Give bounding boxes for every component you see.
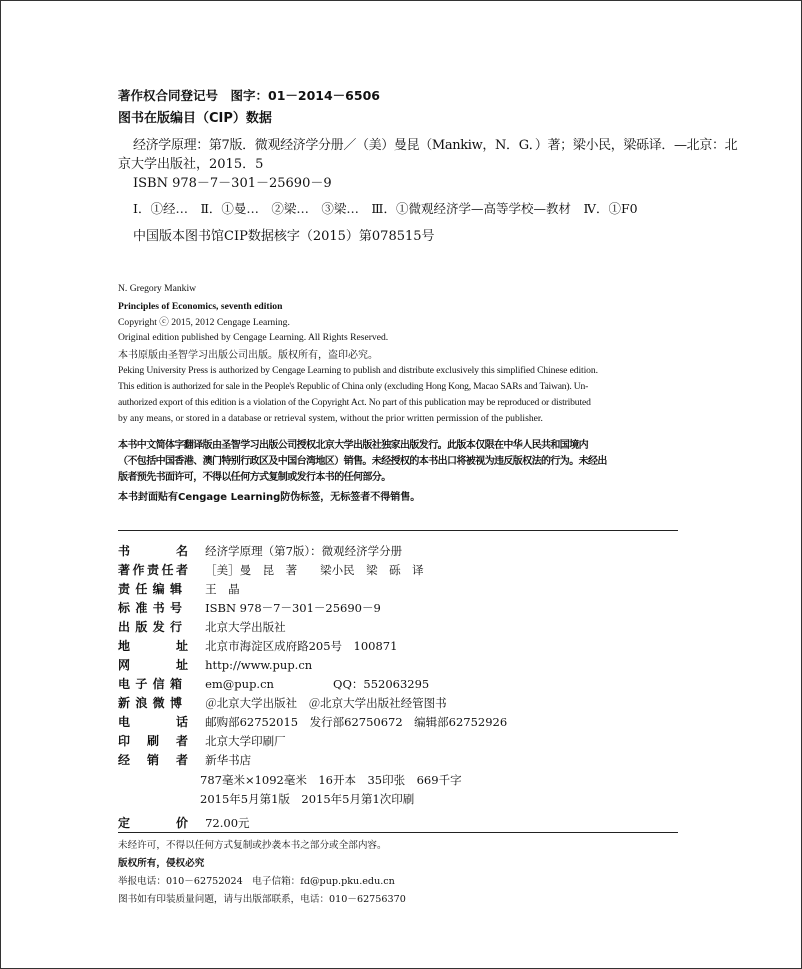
detail-row-printer bbox=[118, 730, 286, 749]
detail-value: 北京大学印刷厂 bbox=[205, 734, 286, 748]
detail-row-email bbox=[118, 673, 429, 692]
detail-label: 网址 bbox=[118, 658, 188, 672]
detail-value: em@pup.cn bbox=[205, 677, 274, 691]
detail-label: 出版发行 bbox=[118, 620, 182, 634]
detail-edition: 2015年5月第1版 2015年5月第1次印刷 bbox=[200, 792, 415, 806]
footer-quality: 图书如有印装质量问题，请与出版部联系，电话：010－62756370 bbox=[118, 894, 406, 905]
detail-value: ＠北京大学出版社 ＠北京大学出版社经管图书 bbox=[205, 696, 447, 710]
detail-value: 新华书店 bbox=[205, 753, 252, 767]
detail-label: 新浪微博 bbox=[118, 696, 182, 710]
detail-value: http://www.pup.cn bbox=[205, 658, 313, 672]
detail-row-author bbox=[118, 559, 424, 578]
section-divider bbox=[118, 530, 678, 531]
detail-row-editor bbox=[118, 578, 240, 597]
section-divider bbox=[118, 832, 678, 833]
detail-label: 电话 bbox=[118, 715, 188, 729]
original-zh-note: 本书原版由圣智学习出版公司出版。版权所有，盗印必究。 bbox=[118, 350, 378, 361]
detail-value: 72.00元 bbox=[205, 816, 250, 830]
cip-isbn: ISBN 978－7－301－25690－9 bbox=[133, 176, 332, 191]
detail-value: 北京市海淀区成府路205号 100871 bbox=[205, 639, 398, 653]
license-en-line: This edition is authorized for sale in the People's Republic of China only (excluding Hong Kong, Macao SARs and Taiwan). Un- bbox=[118, 381, 589, 392]
license-en-line: Peking University Press is authorized by Cengage Learning to publish and distribute exclusively this simplified Chinese edition. bbox=[118, 365, 598, 376]
license-zh-line: 本书中文简体字翻译版由圣智学习出版公司授权北京大学出版社独家出版发行。此版本仅限在中华人民共和国境内 bbox=[118, 440, 588, 451]
detail-row-phone bbox=[118, 711, 507, 730]
detail-value: 王 晶 bbox=[205, 582, 240, 596]
detail-label: 定价 bbox=[118, 816, 188, 830]
copyright-registration: 著作权合同登记号 图字：01－2014－6506 bbox=[118, 88, 380, 103]
detail-row-address bbox=[118, 635, 397, 654]
footer-notice: 未经许可，不得以任何方式复制或抄袭本书之部分或全部内容。 bbox=[118, 840, 387, 851]
detail-row-book bbox=[118, 540, 402, 559]
detail-label: 地址 bbox=[118, 639, 188, 653]
original-author: N. Gregory Mankiw bbox=[118, 283, 197, 294]
detail-value: ISBN 978－7－301－25690－9 bbox=[205, 601, 381, 615]
detail-label: 标准书号 bbox=[118, 601, 182, 615]
original-title: Principles of Economics, seventh edition bbox=[118, 301, 283, 312]
detail-row-publisher bbox=[118, 616, 286, 635]
anti-counterfeit-notice: 本书封面贴有Cengage Learning防伪标签，无标签者不得销售。 bbox=[118, 492, 421, 503]
detail-value: 北京大学出版社 bbox=[205, 620, 286, 634]
footer-rights: 版权所有，侵权必究 bbox=[118, 858, 205, 869]
license-en-line: by any means, or stored in a database or retrieval system, without the prior written permission of the publisher. bbox=[118, 413, 543, 424]
detail-label: 经销者 bbox=[118, 753, 188, 767]
cip-check-number: 中国版本图书馆CIP数据核字（2015）第078515号 bbox=[133, 229, 435, 244]
detail-row-distributor bbox=[118, 749, 251, 768]
license-zh-line: 版者预先书面许可，不得以任何方式复制或发行本书的任何部分。 bbox=[118, 472, 391, 483]
cip-entry-line1: 经济学原理：第7版．微观经济学分册／（美）曼昆（Mankiw，N．G．）著；梁小民，梁砾译．—北京：北 bbox=[133, 138, 738, 153]
detail-label: 书名 bbox=[118, 544, 188, 558]
cip-entry-line2: 京大学出版社，2015．5 bbox=[118, 157, 264, 172]
cip-classification: Ⅰ．①经… Ⅱ．①曼… ②梁… ③梁… Ⅲ．①微观经济学—高等学校—教材 Ⅳ．①F0 bbox=[133, 201, 638, 216]
detail-row-website bbox=[118, 654, 312, 673]
detail-label: 电子信箱 bbox=[118, 677, 182, 691]
detail-label: 责任编辑 bbox=[118, 582, 182, 596]
detail-row-isbn bbox=[118, 597, 381, 616]
original-copyright: Copyright ⓒ 2015, 2012 Cengage Learning. bbox=[118, 317, 290, 328]
detail-label: 著作责任者 bbox=[118, 563, 188, 577]
detail-label: 印刷者 bbox=[118, 734, 188, 748]
license-en-line: authorized export of this edition is a violation of the Copyright Act. No part of this publication may be reproduced or distributed bbox=[118, 397, 591, 408]
cip-heading: 图书在版编目（CIP）数据 bbox=[118, 111, 272, 126]
original-publisher: Original edition published by Cengage Learning. All Rights Reserved. bbox=[118, 332, 389, 343]
license-zh-line: （不包括中国香港、澳门特别行政区及中国台湾地区）销售。未经授权的本书出口将被视为违反版权法的行为。未经出 bbox=[118, 456, 607, 467]
detail-value: 邮购部62752015 发行部62750672 编辑部62752926 bbox=[205, 715, 508, 729]
detail-row-weibo bbox=[118, 692, 447, 711]
footer-report: 举报电话：010－62752024 电子信箱：fd@pup.pku.edu.cn bbox=[118, 876, 395, 887]
qq-value: QQ：552063295 bbox=[333, 677, 430, 691]
detail-format: 787毫米×1092毫米 16开本 35印张 669千字 bbox=[200, 773, 462, 787]
detail-value: 经济学原理（第7版）：微观经济学分册 bbox=[205, 544, 403, 558]
detail-value: ［美］曼 昆 著 梁小民 梁 砾 译 bbox=[205, 563, 424, 577]
detail-row-price bbox=[118, 812, 250, 831]
